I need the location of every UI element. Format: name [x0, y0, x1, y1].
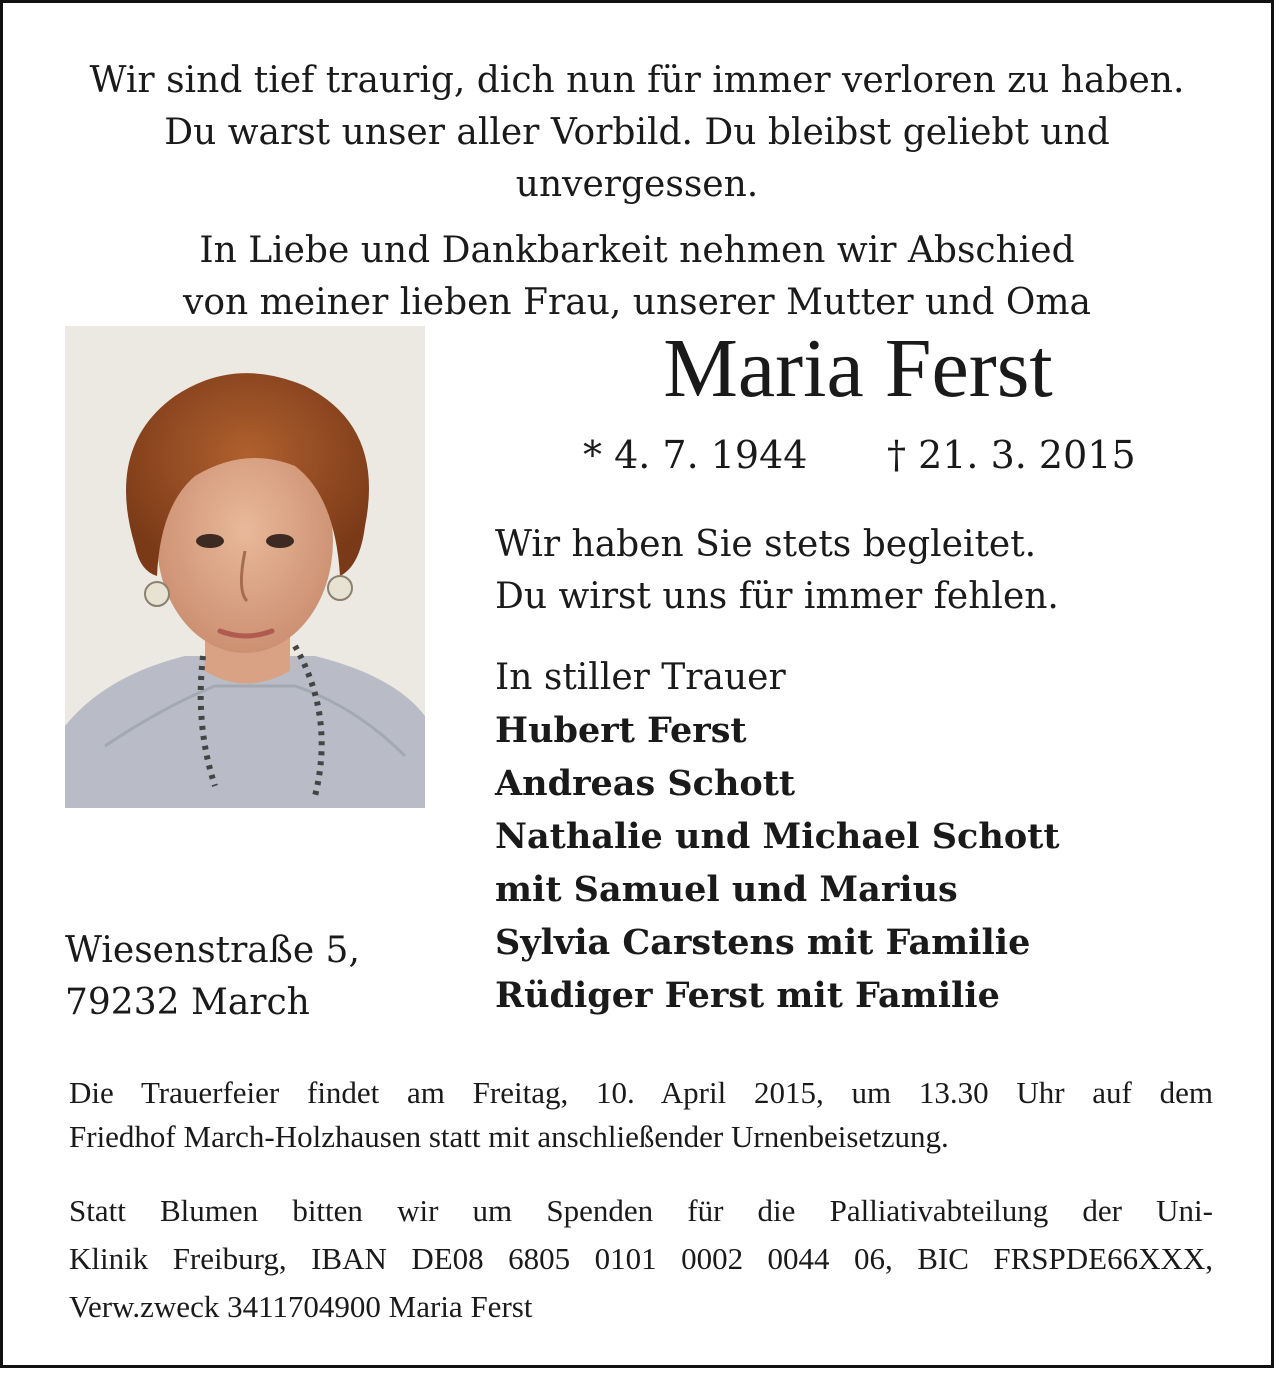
mourner-name: mit Samuel und Marius [495, 869, 958, 910]
mourner-name: Sylvia Carstens mit Familie [495, 922, 1031, 963]
mourner-name: Andreas Schott [495, 763, 796, 804]
address-city: 79232 March [65, 982, 310, 1023]
donation-line-2: Klinik Freiburg, IBAN DE08 6805 0101 0002 0044 06, BIC FRSPDE66XXX, [69, 1241, 1213, 1276]
address-street: Wiesenstraße 5, [65, 930, 360, 971]
funeral-line-1: Die Trauerfeier findet am Freitag, 10. April 2015, um 13.30 Uhr auf dem [69, 1075, 1213, 1110]
deceased-name: Maria Ferst [663, 322, 1053, 415]
verse [495, 519, 1059, 623]
mourners-block [495, 651, 1060, 1022]
intro-line-2: Du warst unser aller Vorbild. Du bleibst geliebt und unvergessen. [164, 112, 1110, 205]
mourners-list [495, 704, 1060, 1022]
donation-info [69, 1187, 1213, 1331]
verse-line-2: Du wirst uns für immer fehlen. [495, 576, 1059, 617]
intro-line-3: In Liebe und Dankbarkeit nehmen wir Abschied [199, 230, 1075, 271]
mourners-label: In stiller Trauer [495, 657, 786, 698]
birth-date: * 4. 7. 1944 [583, 433, 808, 477]
donation-line-1: Statt Blumen bitten wir um Spenden für die Palliativabteilung der Uni- [69, 1193, 1213, 1228]
family-address [65, 925, 360, 1029]
portrait-illustration [65, 326, 425, 808]
intro-text [43, 55, 1231, 329]
intro-line-4: von meiner lieben Frau, unserer Mutter und Oma [183, 282, 1091, 323]
mourner-name: Rüdiger Ferst mit Familie [495, 975, 1000, 1016]
funeral-info [69, 1071, 1213, 1159]
mourner-name: Hubert Ferst [495, 710, 747, 751]
intro-line-1: Wir sind tief traurig, dich nun für immer verloren zu haben. [89, 60, 1185, 101]
funeral-line-2: Friedhof March-Holzhausen statt mit anschließender Urnenbeisetzung. [69, 1119, 949, 1154]
portrait-photo [65, 326, 425, 808]
donation-line-3: Verw.zweck 3411704900 Maria Ferst [69, 1289, 533, 1324]
mourner-name: Nathalie und Michael Schott [495, 816, 1060, 857]
death-date: † 21. 3. 2015 [887, 433, 1136, 477]
verse-line-1: Wir haben Sie stets begleitet. [495, 524, 1037, 565]
